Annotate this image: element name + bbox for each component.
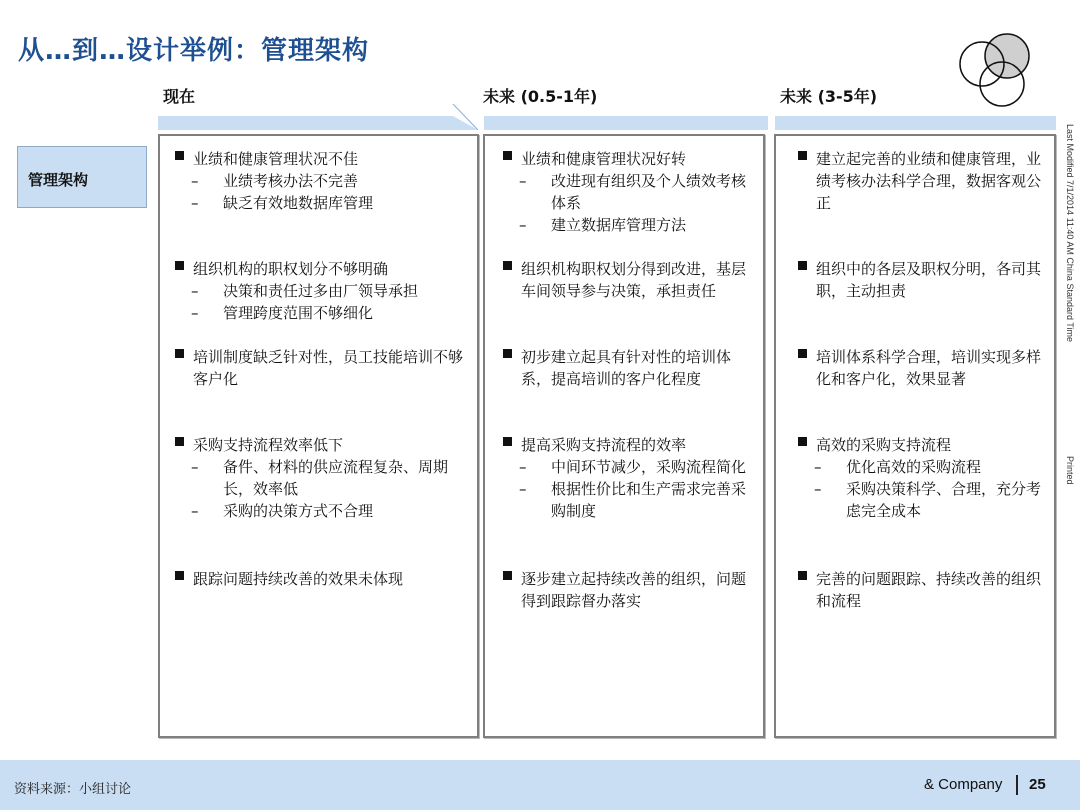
bullet-text: 组织机构的职权划分不够明确 [173,258,468,280]
list-item [173,568,468,590]
column-header-long-term: 未来 (3-5年) [780,87,878,106]
timeline-bar-long-term [775,116,1056,130]
list-item [796,258,1046,302]
row-label: 管理架构 [17,146,147,208]
last-modified-note: Last Modified 7/1/2014 11:40 AM China Standard Time [1065,124,1075,342]
bullet-text: 组织中的各层及职权分明，各司其职，主动担责 [796,258,1046,302]
list-item [796,346,1046,390]
sub-item: – 采购的决策方式不合理 [173,500,468,522]
list-item [501,434,751,522]
sub-item: – 建立数据库管理方法 [501,214,751,236]
company-name: & Company [924,776,1003,793]
bullet-text: 建立起完善的业绩和健康管理，业绩考核办法科学合理，数据客观公正 [796,148,1046,214]
printed-note: Printed [1065,456,1075,485]
footer-divider [1016,775,1018,795]
sub-item: – 优化高效的采购流程 [796,456,1046,478]
footer-bar [0,760,1080,810]
bullet-text: 培训制度缺乏针对性，员工技能培训不够客户化 [173,346,468,390]
bullet-text: 采购支持流程效率低下 [173,434,468,456]
list-item [796,148,1046,214]
sub-item: – 决策和责任过多由厂领导承担 [173,280,468,302]
sub-item: – 业绩考核办法不完善 [173,170,468,192]
sub-item: – 改进现有组织及个人绩效考核体系 [501,170,751,214]
bullet-text: 完善的问题跟踪、持续改善的组织和流程 [796,568,1046,612]
bullet-text: 业绩和健康管理状况好转 [501,148,751,170]
bullet-text: 提高采购支持流程的效率 [501,434,751,456]
list-item [501,258,751,302]
bullet-text: 业绩和健康管理状况不佳 [173,148,468,170]
list-item [501,568,751,612]
bullet-text: 培训体系科学合理，培训实现多样化和客户化，效果显著 [796,346,1046,390]
bullet-text: 高效的采购支持流程 [796,434,1046,456]
list-item [173,258,468,324]
bullet-text: 跟踪问题持续改善的效果未体现 [173,568,468,590]
bullet-text: 初步建立起具有针对性的培训体系，提高培训的客户化程度 [501,346,751,390]
sub-item: – 缺乏有效地数据库管理 [173,192,468,214]
list-item [173,434,468,522]
sub-item: – 管理跨度范围不够细化 [173,302,468,324]
timeline-bar-short-term [484,116,768,130]
column-header-current: 现在 [163,87,196,106]
circles-logo-icon [955,32,1035,112]
bullet-text: 逐步建立起持续改善的组织，问题得到跟踪督办落实 [501,568,751,612]
list-item [501,346,751,390]
sub-item: – 中间环节减少，采购流程简化 [501,456,751,478]
list-item [501,148,751,236]
page-title: 从…到…设计举例：管理架构 [18,36,370,66]
list-item [173,346,468,390]
sub-item: – 根据性价比和生产需求完善采购制度 [501,478,751,522]
list-item [796,568,1046,612]
list-item [796,434,1046,522]
source-note: 资料来源：小组讨论 [14,782,132,797]
bullet-text: 组织机构职权划分得到改进，基层车间领导参与决策，承担责任 [501,258,751,302]
sub-item: – 采购决策科学、合理，充分考虑完全成本 [796,478,1046,522]
list-item [173,148,468,214]
column-header-short-term: 未来 (0.5-1年) [483,87,598,106]
sub-item: – 备件、材料的供应流程复杂、周期长，效率低 [173,456,468,500]
timeline-arrow [158,104,478,130]
page-number: 25 [1029,776,1046,793]
